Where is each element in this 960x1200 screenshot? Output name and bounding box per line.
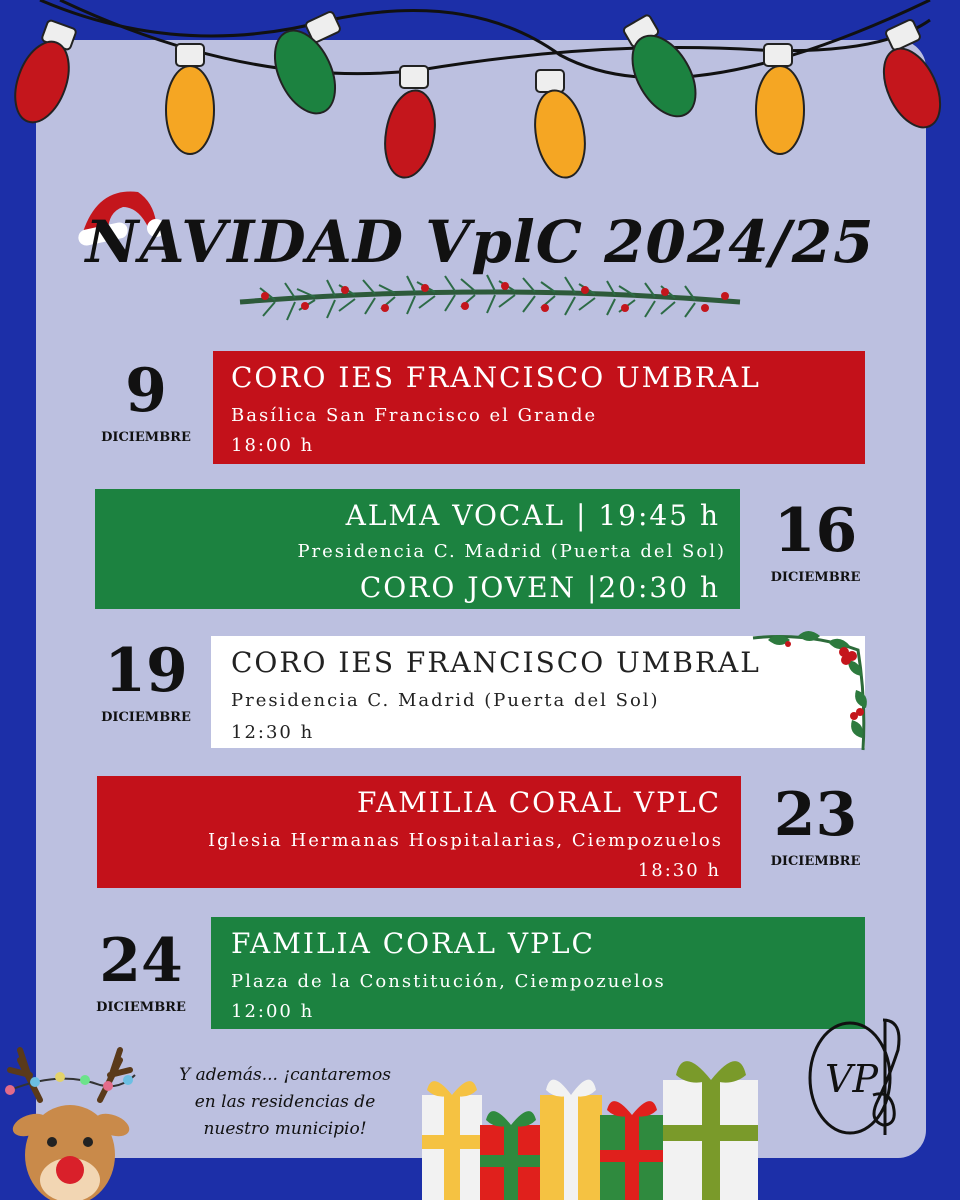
event-time: 18:30 h bbox=[637, 860, 721, 881]
date-month: DICIEMBRE bbox=[770, 854, 861, 869]
event-place: Basílica San Francisco el Grande bbox=[231, 405, 598, 426]
logo-text: VP bbox=[825, 1057, 879, 1101]
bulb-icon bbox=[5, 20, 79, 130]
event-card-24 bbox=[211, 917, 865, 1029]
date-day: 19 bbox=[104, 636, 188, 706]
event-time: 18:00 h bbox=[231, 435, 315, 456]
choir-logo-icon bbox=[805, 1010, 915, 1140]
event-name: FAMILIA CORAL VPLC bbox=[231, 927, 595, 960]
event-date-19 bbox=[90, 638, 202, 725]
event-date-16 bbox=[758, 498, 873, 585]
date-day: 16 bbox=[773, 496, 858, 566]
date-month: DICIEMBRE bbox=[101, 710, 191, 725]
event-name: CORO IES FRANCISCO UMBRAL bbox=[231, 646, 761, 679]
date-month: DICIEMBRE bbox=[101, 430, 191, 445]
footer-note bbox=[170, 1062, 400, 1143]
event-name: FAMILIA CORAL VPLC bbox=[357, 786, 721, 819]
date-day: 23 bbox=[773, 780, 858, 850]
event-card-23 bbox=[97, 776, 741, 888]
page-title: NAVIDAD VplC 2024/25 bbox=[85, 208, 875, 276]
bulb-icon bbox=[756, 44, 804, 154]
footer-line: nuestro municipio! bbox=[203, 1119, 367, 1139]
reindeer-icon bbox=[0, 1030, 160, 1200]
event-date-23 bbox=[758, 782, 873, 869]
event-card-9 bbox=[213, 351, 865, 464]
gift-boxes-icon bbox=[420, 1050, 770, 1200]
event-time: 12:00 h bbox=[231, 1001, 315, 1022]
event-date-9 bbox=[90, 358, 202, 445]
event-name: CORO IES FRANCISCO UMBRAL bbox=[231, 361, 761, 394]
christmas-lights-icon bbox=[0, 0, 960, 200]
date-day: 9 bbox=[125, 356, 167, 426]
event-time: 12:30 h bbox=[231, 722, 315, 743]
date-month: DICIEMBRE bbox=[770, 570, 861, 585]
event-place: Presidencia C. Madrid (Puerta del Sol) bbox=[297, 541, 726, 562]
footer-line: en las residencias de bbox=[194, 1092, 376, 1112]
bulb-icon bbox=[166, 44, 214, 154]
bulb-icon bbox=[529, 70, 592, 181]
footer-line: Y además... ¡cantaremos bbox=[179, 1065, 391, 1085]
event-place: Plaza de la Constitución, Ciempozuelos bbox=[231, 971, 666, 992]
event-place: Presidencia C. Madrid (Puerta del Sol) bbox=[231, 690, 660, 711]
date-day: 24 bbox=[99, 926, 183, 996]
bulb-icon bbox=[619, 14, 708, 127]
date-month: DICIEMBRE bbox=[96, 1000, 186, 1015]
bulb-icon bbox=[379, 66, 442, 181]
bulb-icon bbox=[872, 19, 951, 137]
event-name-2: CORO JOVEN |20:30 h bbox=[359, 571, 720, 604]
pine-garland-icon bbox=[235, 262, 745, 332]
event-card-16 bbox=[95, 489, 740, 609]
event-place: Iglesia Hermanas Hospitalarias, Ciempozuelos bbox=[208, 830, 723, 851]
event-name-1: ALMA VOCAL | 19:45 h bbox=[345, 499, 720, 532]
holly-icon bbox=[748, 630, 873, 755]
event-date-24 bbox=[90, 928, 192, 1015]
